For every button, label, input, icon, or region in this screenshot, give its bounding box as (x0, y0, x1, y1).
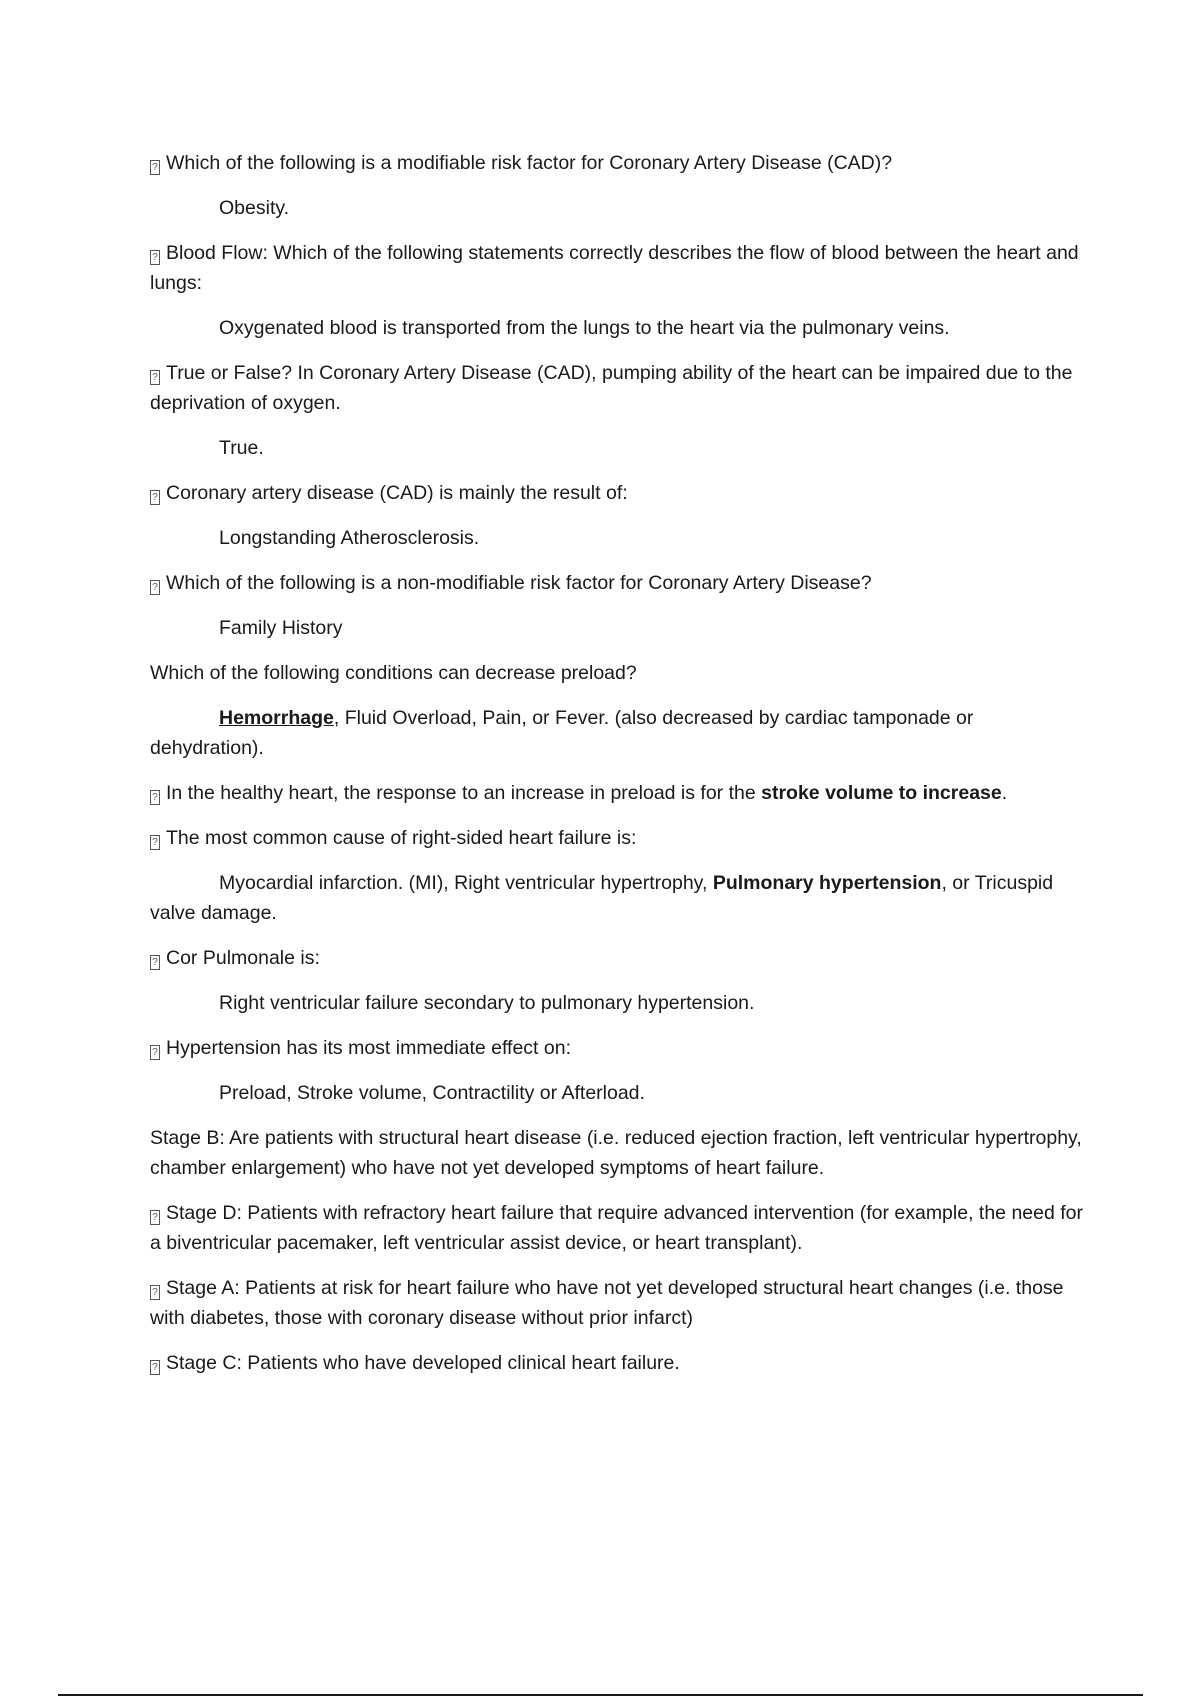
bottom-divider (58, 1694, 1143, 1696)
answer-emphasis: Pulmonary hypertension (712, 872, 942, 894)
question-text: True or False? In Coronary Artery Disease (CAD), pumping ability of the heart can be impaired due to the deprivation of oxygen. (150, 362, 1073, 414)
question-text: Which of the following is a modifiable risk factor for Coronary Artery Disease (CAD)? (166, 152, 893, 174)
missing-glyph-icon: ? (150, 1360, 160, 1375)
question-10 (150, 1033, 1090, 1063)
stage-text: Stage C: Patients who have developed clinical heart failure. (166, 1352, 680, 1374)
answer-3: True. (219, 437, 264, 459)
answer-1: Obesity. (219, 197, 290, 219)
question-text: Cor Pulmonale is: (166, 947, 320, 969)
question-text: Coronary artery disease (CAD) is mainly the result of: (166, 482, 628, 504)
question-9 (150, 943, 1090, 973)
answer-9: Right ventricular failure secondary to pulmonary hypertension. (219, 992, 755, 1014)
missing-glyph-icon: ? (150, 160, 160, 175)
answer-text: Myocardial infarction. (MI), Right ventricular hypertrophy, (219, 872, 713, 894)
question-8 (150, 823, 1090, 853)
missing-glyph-icon: ? (150, 835, 160, 850)
missing-glyph-icon: ? (150, 1045, 160, 1060)
answer-8 (150, 868, 1090, 928)
question-text-end: . (1001, 782, 1008, 804)
answer-5: Family History (219, 617, 343, 639)
question-5 (150, 568, 1090, 598)
question-6: Which of the following conditions can decrease preload? (150, 662, 637, 684)
answer-text: , Fluid Overload, Pain, or Fever. (also decreased by cardiac tamponade or dehydration). (150, 707, 974, 759)
answer-emphasis: Hemorrhage (219, 707, 334, 729)
missing-glyph-icon: ? (150, 955, 160, 970)
missing-glyph-icon: ? (150, 370, 160, 385)
question-emphasis: stroke volume to increase (761, 782, 1002, 804)
question-text: Blood Flow: Which of the following statements correctly describes the flow of blood between the heart and lungs: (150, 242, 1079, 294)
question-3 (150, 358, 1090, 418)
answer-text-end: , or Tricuspid valve damage. (150, 872, 1054, 924)
stage-b: Stage B: Are patients with structural heart disease (i.e. reduced ejection fraction, left ventricular hypertrophy, chamber enlargement) who have not yet developed symptoms of heart failure. (150, 1127, 1082, 1179)
question-text: Hypertension has its most immediate effect on: (166, 1037, 571, 1059)
answer-6 (150, 703, 1090, 763)
question-1 (150, 148, 1090, 178)
stage-c (150, 1348, 1090, 1378)
document-page (150, 148, 1090, 1393)
question-4 (150, 478, 1090, 508)
answer-4: Longstanding Atherosclerosis. (219, 527, 480, 549)
answer-2: Oxygenated blood is transported from the lungs to the heart via the pulmonary veins. (219, 317, 950, 339)
stage-a (150, 1273, 1090, 1333)
question-text: The most common cause of right-sided heart failure is: (166, 827, 637, 849)
missing-glyph-icon: ? (150, 580, 160, 595)
missing-glyph-icon: ? (150, 490, 160, 505)
answer-10: Preload, Stroke volume, Contractility or Afterload. (219, 1082, 645, 1104)
stage-text: Stage D: Patients with refractory heart failure that require advanced intervention (for example, the need for a biventricular pacemaker, left ventricular assist device, or heart transplant). (150, 1202, 1083, 1254)
missing-glyph-icon: ? (150, 1210, 160, 1225)
question-text: In the healthy heart, the response to an increase in preload is for the (166, 782, 762, 804)
question-2 (150, 238, 1090, 298)
stage-d (150, 1198, 1090, 1258)
question-text: Which of the following is a non-modifiable risk factor for Coronary Artery Disease? (166, 572, 872, 594)
missing-glyph-icon: ? (150, 250, 160, 265)
missing-glyph-icon: ? (150, 790, 160, 805)
stage-text: Stage A: Patients at risk for heart failure who have not yet developed structural heart changes (i.e. those with diabetes, those with coronary disease without prior infarct) (150, 1277, 1064, 1329)
missing-glyph-icon: ? (150, 1285, 160, 1300)
question-7 (150, 778, 1090, 808)
